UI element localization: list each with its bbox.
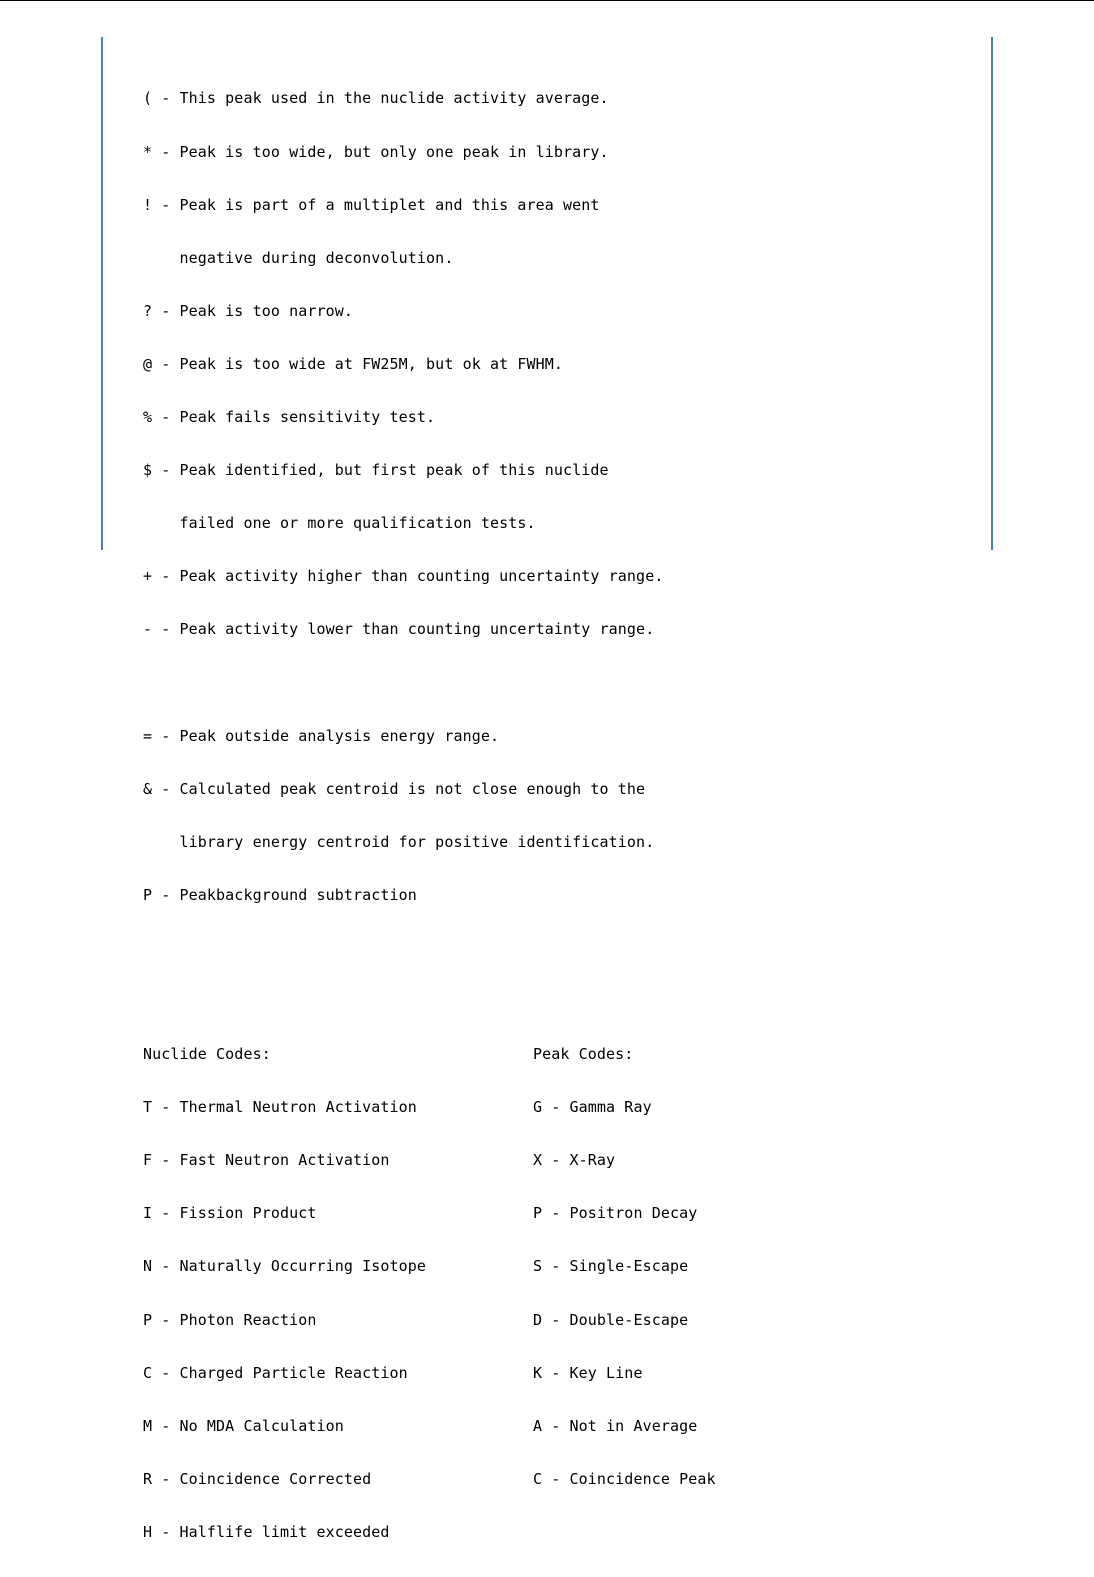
flag-line: failed one or more qualification tests.: [143, 514, 536, 533]
flag-line: * - Peak is too wide, but only one peak in library.: [143, 142, 609, 161]
flag-line: ( - This peak used in the nuclide activity average.: [143, 89, 609, 108]
flag-line: - - Peak activity lower than counting uncertainty range.: [143, 620, 655, 639]
flag-line: % - Peak fails sensitivity test.: [143, 407, 436, 426]
report-panel: [101, 37, 993, 1541]
top-rule: [0, 0, 1094, 1]
nuclide-code-item: P - Photon Reaction: [143, 1310, 317, 1329]
flag-line: ? - Peak is too narrow.: [143, 301, 354, 320]
peak-codes: [533, 1011, 716, 1524]
peak-code-item: P - Positron Decay: [533, 1204, 698, 1223]
peak-codes-title: Peak Codes:: [533, 1045, 634, 1064]
peak-code-item: X - X-Ray: [533, 1151, 616, 1170]
flag-line: + - Peak activity higher than counting uncertainty range.: [143, 567, 664, 586]
nuclide-code-item: R - Coincidence Corrected: [143, 1469, 372, 1488]
flag-line: library energy centroid for positive identification.: [143, 832, 655, 851]
flag-line: & - Calculated peak centroid is not close enough to the: [143, 779, 646, 798]
nuclide-code-item: F - Fast Neutron Activation: [143, 1151, 390, 1170]
peak-code-item: A - Not in Average: [533, 1416, 698, 1435]
codes-section: [143, 1011, 716, 1541]
peak-code-item: G - Gamma Ray: [533, 1098, 652, 1117]
spacer: [143, 940, 663, 958]
nuclide-codes: [143, 1011, 426, 1577]
peak-code-item: D - Double-Escape: [533, 1310, 689, 1329]
spacer: [143, 674, 663, 692]
nuclide-code-item: C - Charged Particle Reaction: [143, 1363, 408, 1382]
legend-text: [143, 55, 716, 1541]
flag-line: P - Peakbackground subtraction: [143, 885, 417, 904]
nuclide-code-item: N - Naturally Occurring Isotope: [143, 1257, 427, 1276]
nuclide-code-item: H - Halflife limit exceeded: [143, 1522, 390, 1541]
flag-line: @ - Peak is too wide at FW25M, but ok at FWHM.: [143, 354, 564, 373]
nuclide-codes-title: Nuclide Codes:: [143, 1045, 271, 1064]
nuclide-code-item: T - Thermal Neutron Activation: [143, 1098, 417, 1117]
nuclide-code-item: M - No MDA Calculation: [143, 1416, 344, 1435]
flag-line: = - Peak outside analysis energy range.: [143, 726, 500, 745]
flag-line: negative during deconvolution.: [143, 248, 454, 267]
flag-line: $ - Peak identified, but first peak of this nuclide: [143, 461, 609, 480]
peak-code-item: K - Key Line: [533, 1363, 643, 1382]
peak-code-item: C - Coincidence Peak: [533, 1469, 716, 1488]
flag-line: ! - Peak is part of a multiplet and this area went: [143, 195, 600, 214]
peak-code-item: S - Single-Escape: [533, 1257, 689, 1276]
nuclide-code-item: I - Fission Product: [143, 1204, 317, 1223]
